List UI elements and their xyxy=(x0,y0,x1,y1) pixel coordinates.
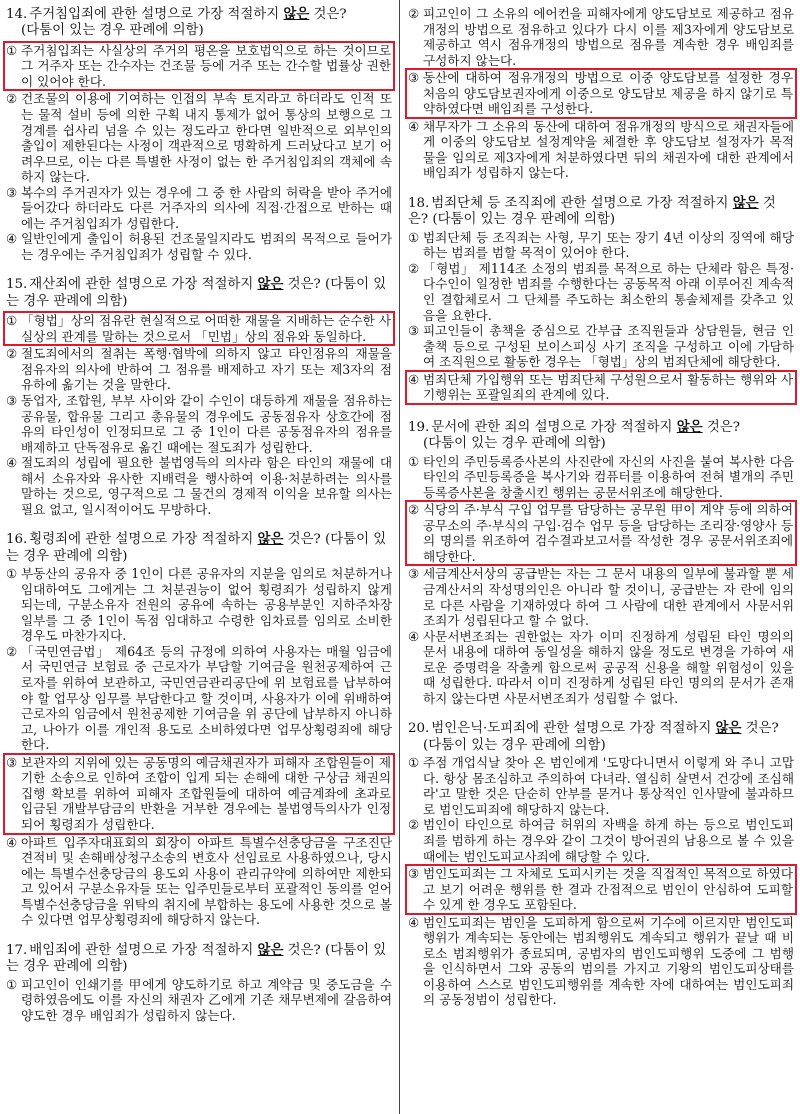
question-stem: 20. 범인은닉·도피죄에 관한 설명으로 가장 적절하지 않은 것은? (다툼이 있는 경우 판례에 의함) xyxy=(408,720,779,753)
question-16 xyxy=(6,531,392,927)
option-2: ② 「형법」 제114조 소정의 범죄를 목적으로 하는 단체라 함은 특정·다수인이 일정한 범죄를 수행한다는 공동목적 아래 이루어진 계속적인 결합체로서 그 단체를 주도하는 최소한의 통솔체제를 갖추고 있음을 요한다. xyxy=(408,260,794,323)
option-3: ③ 복수의 주거권자가 있는 경우에 그 중 한 사람의 허락을 받아 주거에 들어갔다 하더라도 다른 거주자의 의사에 직접·간접으로 반하는 때에는 주거침입죄가 성립한다. xyxy=(6,184,392,231)
question-stem: 16. 횡령죄에 관한 설명으로 가장 적절하지 않은 것은? (다툼이 있는 경우 판례에 의함) xyxy=(6,531,387,564)
question-17-continued xyxy=(408,6,794,181)
question-17 xyxy=(6,942,392,1023)
option-3-highlighted: ③ 범인도피죄는 그 자체로 도피시키는 것을 직접적인 목적으로 하였다고 보기 어려운 행위를 한 결과 간접적으로 범인이 안심하여 도피할 수 있게 한 경우도 포함된다. xyxy=(405,864,797,915)
option-1: ① 피고인이 인쇄기를 甲에게 양도하기로 하고 계약금 및 중도금을 수령하였음에도 이를 자신의 채권자 乙에게 기존 채무변제에 갈음하여 양도한 경우 배임죄가 성립하지 않는다. xyxy=(6,976,392,1023)
question-stem: 15. 재산죄에 관한 설명으로 가장 적절하지 않은 것은? (다툼이 있는 경우 판례에 의함) xyxy=(6,276,387,309)
right-column xyxy=(408,6,794,1008)
question-15 xyxy=(6,276,392,517)
question-19 xyxy=(408,419,794,707)
option-4: ④ 채무자가 그 소유의 동산에 대하여 점유개정의 방식으로 채권자들에게 이중의 양도담보 설정계약을 체결한 후 양도담보 설정자가 목적물을 임의로 제3자에게 처분하였다면 뒤의 채권자에 대한 관계에서 배임죄가 성립하지 않는다. xyxy=(408,118,794,181)
option-3: ③ 세금계산서상의 공급받는 자는 그 문서 내용의 일부에 불과할 뿐 세금계산서의 작성명의인은 아니라 할 것이니, 공급받는 자 란에 임의로 다른 사람을 기재하였다 하여 그 사람에 대한 관계에서 사문서위조죄가 성립된다고 할 수 없다. xyxy=(408,566,794,629)
option-2: ② 범인이 타인으로 하여금 허위의 자백을 하게 하는 등으로 범인도피죄를 범하게 하는 경우와 같이 그것이 방어권의 남용으로 볼 수 있을 때에는 범인도피교사죄에 해당할 수 있다. xyxy=(408,817,794,864)
option-3: ③ 동업자, 조합원, 부부 사이와 같이 수인이 대등하게 재물을 점유하는 공유물, 합유물 그리고 총유물의 경우에도 공동점유자 상호간에 점유의 타인성이 인정되므로 그 중 1인이 다른 공동점유자의 점유를 배제하고 단독점유로 옮긴 때에는 절도죄가 성립한다. xyxy=(6,393,392,455)
option-1-highlighted: ① 주거침입죄는 사실상의 주거의 평온을 보호법익으로 하는 것이므로 그 거주자 또는 간수자는 건조물 등에 거주 또는 간수할 법률상 권한이 있어야 한다. xyxy=(3,41,395,92)
option-1: ① 부동산의 공유자 중 1인이 다른 공유자의 지분을 임의로 처분하거나 임대하여도 그에게는 그 처분권능이 없어 횡령죄가 성립하지 않게 되는데, 구분소유자 전원의 공유에 속하는 공용부분인 지하주차장 일부를 그 중 1인이 독점 임대하고 수령한 임차료를 임의로 소비한 경우도 마찬가지다. xyxy=(6,566,392,644)
option-4: ④ 사문서변조죄는 권한없는 자가 이미 진정하게 성립된 타인 명의의 문서 내용에 대하여 동일성을 해하지 않을 정도로 변경을 가하여 새로운 증명력을 작출케 함으로써 공공적 신용을 해할 위험성이 있을 때 성립한다. 따라서 이미 진정하게 성립된 타인 명의의 문서가 존재하지 않는다면 사문서변조죄가 성립할 수 없다. xyxy=(408,628,794,706)
option-2: ② 피고인이 그 소유의 에어컨을 피해자에게 양도담보로 제공하고 점유개정의 방법으로 점유하고 있다가 다시 이를 제3자에게 양도담보로 제공하고 역시 점유개정의 방법으로 점유를 계속한 경우 배임죄를 구성하지 않는다. xyxy=(408,6,794,68)
question-stem: 19. 문서에 관한 죄의 설명으로 가장 적절하지 않은 것은? (다툼이 있는 경우 판례에 의함) xyxy=(408,418,740,452)
left-column xyxy=(6,6,392,1023)
option-4: ④ 절도죄의 성립에 필요한 불법영득의 의사라 함은 타인의 재물에 대해서 소유자와 유사한 지배력을 행사하여 이용·처분하려는 의사를 말하는 것으로, 영구적으로 그 물건의 경제적 이익을 보유할 의사는 필요 없고, 일시적이어도 무방하다. xyxy=(6,455,392,517)
option-3-highlighted: ③ 보관자의 지위에 있는 공동명의 예금채권자가 피해자 조합원들이 제기한 소송으로 인하여 조합이 입게 되는 손해에 대한 구상금 채권의 집행 확보를 위하여 피해자 조합원들에 대하여 예금계좌에 초과로 입금된 개발부담금의 반환을 거부한 경우에는 불법영득의사가 인정되어 횡령죄가 성립한다. xyxy=(3,753,395,835)
question-stem: 18. 범죄단체 등 조직죄에 관한 설명으로 가장 적절하지 않은 것은? (다툼이 있는 경우 판례에 의함) xyxy=(408,195,776,228)
question-stem: 14. 주거침입죄에 관한 설명으로 가장 적절하지 않은 것은? (다툼이 있는 경우 판례에 의함) xyxy=(6,6,347,39)
option-4-highlighted: ④ 범죄단체 가입행위 또는 범죄단체 구성원으로서 활동하는 행위와 사기행위는 포괄일죄의 관계에 있다. xyxy=(405,370,797,405)
question-stem: 17. 배임죄에 관한 설명으로 가장 적절하지 않은 것은? (다툼이 있는 경우 판례에 의함) xyxy=(6,941,387,975)
option-4: ④ 범인도피죄는 범인을 도피하게 함으로써 기수에 이르지만 범인도피행위가 계속되는 동안에는 범죄행위도 계속되고 행위가 끝날 때 비로소 범죄행위가 종료되며, 공범자의 범인도피행위 도중에 그 범행을 인식하면서 그와 공동의 범의를 가지고 기왕의 범인도피상태를 이용하여 스스로 범인도피행위를 계속한 자에 대하여는 범인도피죄의 공동정범이 성립한다. xyxy=(408,914,794,1008)
option-3: ③ 피고인들이 총책을 중심으로 간부급 조직원들과 상담원들, 현금 인출책 등으로 구성된 보이스피싱 사기 조직을 구성하고 이에 가담하여 조직원으로 활동한 경우는 「형법」상의 범죄단체에 해당한다. xyxy=(408,323,794,370)
option-2: ② 「국민연금법」 제64조 등의 규정에 의하여 사용자는 매월 임금에서 국민연금 보험료 중 근로자가 부담할 기여금을 원천공제하여 근로자를 위하여 보관하고, 국민연금관리공단에 위 보험료를 납부하여야 할 업무상 임무를 부담한다고 할 것이며, 사용자가 이에 위배하여 근로자의 임금에서 원천공제한 기여금을 위 공단에 납부하지 아니하고, 나아가 이를 개인적 용도로 소비하였다면 업무상횡령죄에 해당한다. xyxy=(6,643,392,753)
option-2-highlighted: ② 식당의 주·부식 구입 업무를 담당하는 공무원 甲이 계약 등에 의하여 공무소의 주·부식의 구입·검수 업무 등을 담당하는 조리장·영양사 등의 명의를 위조하여 검수결과보고서를 작성한 경우 공문서위조죄에 해당한다. xyxy=(405,500,797,566)
option-4: ④ 일반인에게 출입이 허용된 건조물일지라도 범죄의 목적으로 들어가는 경우에는 주거침입죄가 성립할 수 있다. xyxy=(6,231,392,262)
option-1: ① 주점 개업식날 찾아 온 범인에게 '도망다니면서 이렇게 와 주니 고맙다. 항상 몸조심하고 주의하여 다녀라. 열심히 살면서 건강에 조심해라'고 말한 것은 단순히 안부를 묻거나 통상적인 인사말에 불과하므로 범인도피죄에 해당하지 않는다. xyxy=(408,755,794,817)
option-2: ② 절도죄에서의 절취는 폭행·협박에 의하지 않고 타인점유의 재물을 점유자의 의사에 반하여 그 점유를 배제하고 자기 또는 제3자의 점유하에 옮기는 것을 말한다. xyxy=(6,346,392,393)
question-20 xyxy=(408,720,794,1008)
question-14 xyxy=(6,6,392,262)
option-2: ② 건조물의 이용에 기여하는 인접의 부속 토지라고 하더라도 인적 또는 물적 설비 등에 의한 구획 내지 통제가 없어 통상의 보행으로 그 경계를 쉽사리 넘을 수 있는 정도라고 한다면 일반적으로 외부인의 출입이 제한된다는 사정이 객관적으로 명확하게 드러났다고 보기 어려우므로, 이는 다른 특별한 사정이 없는 한 주거침입죄의 객체에 속하지 않는다. xyxy=(6,91,392,185)
option-1-highlighted: ① 「형법」상의 점유란 현실적으로 어떠한 재물을 지배하는 순수한 사실상의 관계를 말하는 것으로서 「민법」상의 점유와 동일하다. xyxy=(3,311,395,346)
question-18 xyxy=(408,195,794,405)
option-4: ④ 아파트 입주자대표회의 회장이 아파트 특별수선충당금을 구조진단 견적비 및 손해배상청구소송의 변호사 선임료로 사용하였으나, 당시에는 특별수선충당금의 용도외 사용이 관리규약에 의하여만 제한되고 있어서 구분소유자들 또는 입주민들로부터 포괄적인 동의를 얻어 특별수선충당금을 위탁의 취지에 부합하는 용도에 사용한 것으로 볼 수 있다면 업무상횡령죄에 해당하지 않는다. xyxy=(6,834,392,928)
option-1: ① 범죄단체 등 조직죄는 사형, 무기 또는 장기 4년 이상의 징역에 해당하는 범죄를 범할 목적이 있어야 한다. xyxy=(408,229,794,261)
option-3-highlighted: ③ 동산에 대하여 점유개정의 방법으로 이중 양도담보를 설정한 경우 처음의 양도담보권자에게 이중으로 양도담보 제공을 하지 않기로 특약하였다면 배임죄를 구성한다. xyxy=(405,68,797,119)
option-1: ① 타인의 주민등록증사본의 사진란에 자신의 사진을 붙여 복사한 다음 타인의 주민등록증을 복사기와 컴퓨터를 이용하여 전혀 별개의 주민등록증사본을 창출시킨 행위는 공문서위조에 해당한다. xyxy=(408,453,794,500)
column-divider xyxy=(399,0,400,1114)
